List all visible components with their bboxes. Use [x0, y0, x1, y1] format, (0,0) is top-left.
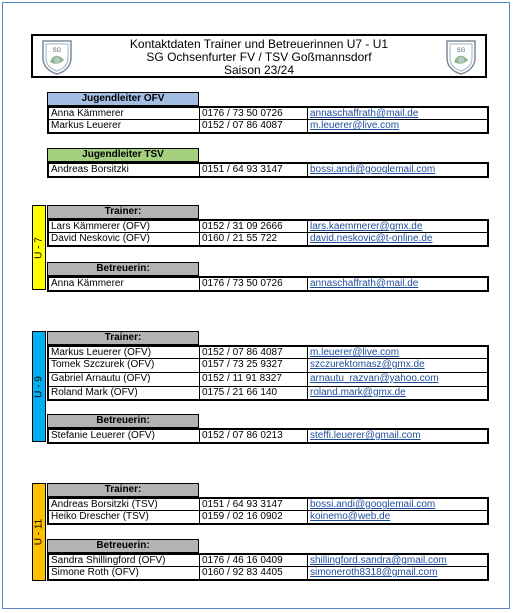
- contact-name: Anna Kämmerer: [47, 276, 200, 292]
- u11-betreuer-header: Betreuerin:: [47, 539, 199, 553]
- contact-phone: 0176 / 73 50 0726: [200, 106, 308, 120]
- contact-name: Stefanie Leuerer (OFV): [47, 428, 200, 444]
- contact-email-link[interactable]: roland.mark@gmx.de: [308, 387, 489, 401]
- u9-betreuer-header: Betreuerin:: [47, 414, 199, 428]
- contact-email-link[interactable]: bossi.andi@googlemail.com: [308, 497, 489, 511]
- contact-email-link[interactable]: shillingford.sandra@gmail.com: [308, 553, 489, 567]
- contact-email-link[interactable]: lars.kaemmerer@gmx.de: [308, 219, 489, 233]
- title-line-3: Saison 23/24: [223, 63, 295, 77]
- contact-name: Lars Kämmerer (OFV): [47, 219, 200, 233]
- contact-email-link[interactable]: annaschaffrath@mail.de: [308, 106, 489, 120]
- contact-email-link[interactable]: david.neskovic@t-online.de: [308, 233, 489, 247]
- u7-betreuer-header: Betreuerin:: [47, 262, 199, 276]
- contact-phone: 0152 / 07 86 4087: [200, 120, 308, 134]
- contact-email-link[interactable]: szczurektomasz@gmx.de: [308, 359, 489, 373]
- contact-phone: 0151 / 64 93 3147: [200, 497, 308, 511]
- jugendleiter-ofv-header: Jugendleiter OFV: [47, 92, 199, 106]
- u11-age-group-label: U - 11: [32, 483, 46, 581]
- svg-text:SG: SG: [456, 48, 466, 54]
- jugendleiter-tsv-header: Jugendleiter TSV: [47, 148, 199, 162]
- contact-phone: 0175 / 21 66 140: [200, 387, 308, 401]
- contact-name: Andreas Borsitzki (TSV): [47, 497, 200, 511]
- svg-text:SG: SG: [52, 48, 62, 54]
- contact-phone: 0160 / 92 83 4405: [200, 567, 308, 581]
- contact-name: Andreas Borsitzki: [47, 162, 200, 178]
- contact-phone: 0160 / 21 55 722: [200, 233, 308, 247]
- contact-email-link[interactable]: koinemo@web.de: [308, 511, 489, 525]
- contact-email-link[interactable]: m.leuerer@live.com: [308, 120, 489, 134]
- contact-name: David Neskovic (OFV): [47, 233, 200, 247]
- contact-name: Heiko Drescher (TSV): [47, 511, 200, 525]
- u9-age-group-label: U - 9: [32, 331, 46, 442]
- contact-name: Roland Mark (OFV): [47, 387, 200, 401]
- u7-age-group-label: U - 7: [32, 205, 46, 290]
- title-box: [31, 34, 487, 78]
- contact-name: Sandra Shillingford (OFV): [47, 553, 200, 567]
- contact-phone: 0157 / 73 25 9327: [200, 359, 308, 373]
- contact-phone: 0176 / 46 16 0409: [200, 553, 308, 567]
- contact-phone: 0159 / 02 16 0902: [200, 511, 308, 525]
- contact-email-link[interactable]: arnautu_razvan@yahoo.com: [308, 373, 489, 387]
- contact-email-link[interactable]: annaschaffrath@mail.de: [308, 276, 489, 292]
- contact-email-link[interactable]: simoneroth8318@gmail.com: [308, 567, 489, 581]
- contact-name: Tomek Szczurek (OFV): [47, 359, 200, 373]
- title-line-2: SG Ochsenfurter FV / TSV Goßmannsdorf: [146, 50, 372, 64]
- contact-phone: 0152 / 11 91 8327: [200, 373, 308, 387]
- contact-phone: 0152 / 31 09 2666: [200, 219, 308, 233]
- contact-phone: 0152 / 07 86 0213: [200, 428, 308, 444]
- contact-name: Simone Roth (OFV): [47, 567, 200, 581]
- u7-trainer-header: Trainer:: [47, 205, 199, 219]
- u9-trainer-header: Trainer:: [47, 331, 199, 345]
- contact-name: Gabriel Arnautu (OFV): [47, 373, 200, 387]
- contact-email-link[interactable]: steffi.leuerer@gmail.com: [308, 428, 489, 444]
- contact-phone: 0151 / 64 93 3147: [200, 162, 308, 178]
- title-line-1: Kontaktdaten Trainer und Betreuerinnen U7 - U1: [129, 37, 389, 51]
- contact-name: Anna Kämmerer: [47, 106, 200, 120]
- contact-email-link[interactable]: m.leuerer@live.com: [308, 345, 489, 359]
- contact-name: Markus Leuerer: [47, 120, 200, 134]
- contact-phone: 0152 / 07 86 4087: [200, 345, 308, 359]
- contact-name: Markus Leuerer (OFV): [47, 345, 200, 359]
- u11-trainer-header: Trainer:: [47, 483, 199, 497]
- contact-phone: 0176 / 73 50 0726: [200, 276, 308, 292]
- contact-email-link[interactable]: bossi.andi@googlemail.com: [308, 162, 489, 178]
